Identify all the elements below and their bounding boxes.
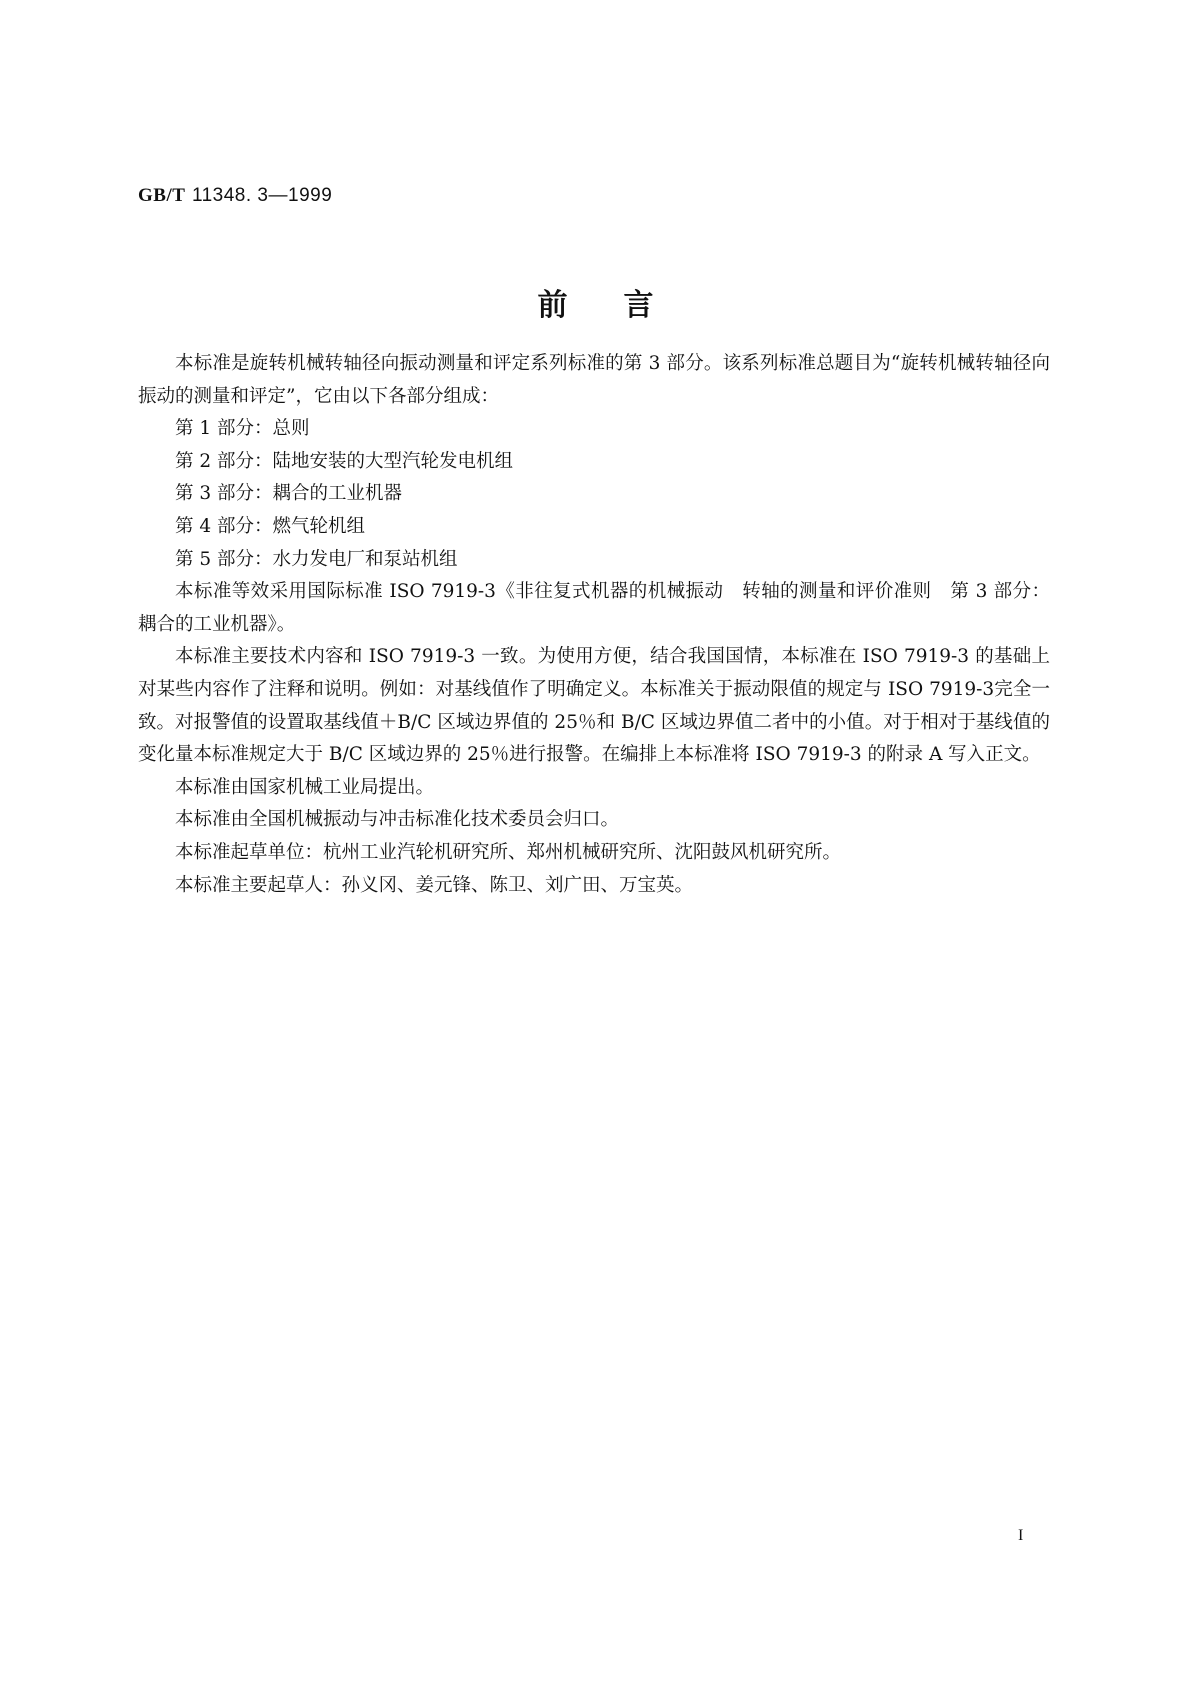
- foreword-body: [138, 348, 1050, 902]
- paragraph-drafting-units: 本标准起草单位：杭州工业汽轮机研究所、郑州机械研究所、沈阳鼓风机研究所。: [175, 841, 842, 863]
- paragraph-equivalence: 本标准等效采用国际标准 ISO 7919-3《非往复式机器的机械振动 转轴的测量和评价准则 第 3 部分：耦合的工业机器》。: [138, 581, 1050, 635]
- list-item-part-4: 第 4 部分：燃气轮机组: [175, 515, 366, 537]
- list-item-part-1: 第 1 部分：总则: [175, 418, 310, 440]
- list-item-part-2: 第 2 部分：陆地安装的大型汽轮发电机组: [175, 450, 514, 472]
- standard-code: 11348. 3—1999: [191, 185, 333, 206]
- list-item-part-3: 第 3 部分：耦合的工业机器: [175, 483, 403, 505]
- standard-number: [138, 184, 332, 207]
- standard-prefix: GB/T: [138, 185, 186, 206]
- list-item-part-5: 第 5 部分：水力发电厂和泵站机组: [175, 548, 458, 570]
- page-title: 前言: [537, 288, 710, 323]
- paragraph-intro: 本标准是旋转机械转轴径向振动测量和评定系列标准的第 3 部分。该系列标准总题目为“旋转机械转轴径向振动的测量和评定”，它由以下各部分组成：: [138, 353, 1050, 407]
- paragraph-technical-content: 本标准主要技术内容和 ISO 7919-3 一致。为使用方便，结合我国国情，本标准在 ISO 7919-3 的基础上对某些内容作了注释和说明。例如：对基线值作了明确定义。本标准关于振动限值的规定与 ISO 7919-3完全一致。对报警值的设置取基线值＋B/C 区域边界值的 25％和 B/C 区域边界值二者中的小值。对于相对于基线值的变化量本标准规定大于 B/C 区域边界的 25％进行报警。在编排上本标准将 ISO 7919-3 的附录 A 写入正文。: [138, 646, 1050, 766]
- paragraph-proposer: 本标准由国家机械工业局提出。: [175, 776, 435, 798]
- page-number: I: [1018, 1527, 1024, 1544]
- paragraph-committee: 本标准由全国机械振动与冲击标准化技术委员会归口。: [175, 809, 620, 831]
- paragraph-drafters: 本标准主要起草人：孙义冈、姜元锋、陈卫、刘广田、万宝英。: [175, 874, 694, 896]
